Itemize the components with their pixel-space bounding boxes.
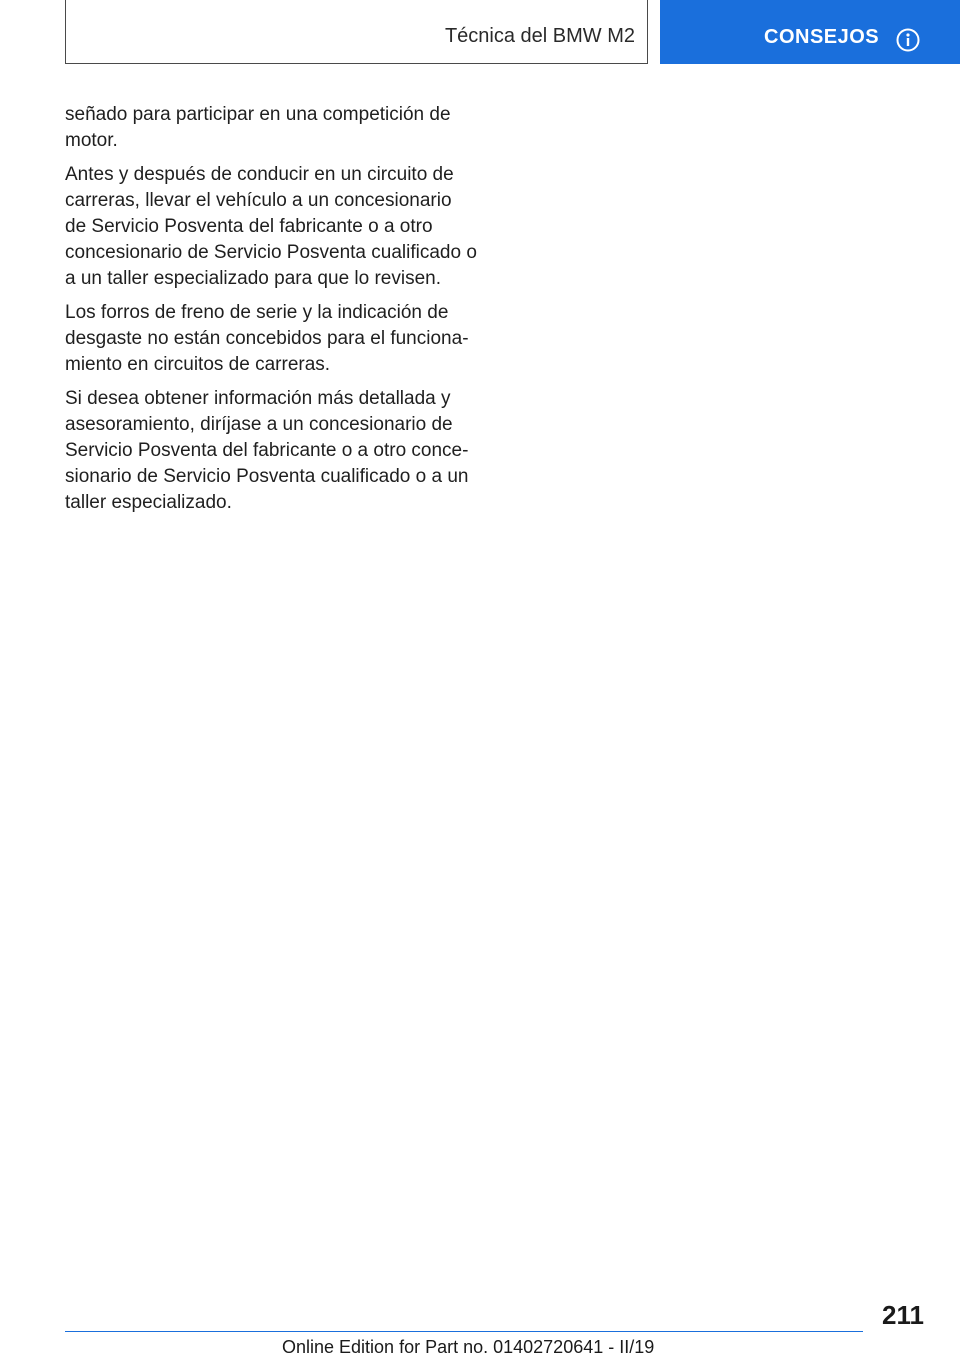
- footer-divider: [65, 1331, 863, 1332]
- body-text: [65, 102, 477, 524]
- paragraph: Si desea obtener información más detallada y asesoramiento, diríjase a un concesionario de Servicio Posventa del fabricante o a otro concesionario de Servicio Posventa cualificado o a un taller especializado.: [65, 388, 469, 513]
- page-number: 211: [882, 1300, 924, 1330]
- header-chapter-label: CONSEJOS: [764, 25, 880, 48]
- header-section-title: Técnica del BMW M2: [444, 25, 635, 47]
- info-icon: [896, 28, 920, 52]
- paragraph: Los forros de freno de serie y la indicación de desgaste no están concebidos para el funcionamiento en circuitos de carreras.: [65, 302, 469, 375]
- header-section-title-box: [65, 0, 648, 64]
- footer-edition: Online Edition for Part no. 01402720641 - II/19: [282, 1337, 655, 1357]
- paragraph: Antes y después de conducir en un circuito de carreras, llevar el vehículo a un concesionario de Servicio Posventa del fabricante o a otro concesionario de Servicio Posventa cualificado o a un taller especializado para que lo revisen.: [65, 164, 477, 289]
- header-chapter-tab[interactable]: [660, 0, 960, 64]
- paragraph: señado para participar en una competición de motor.: [65, 104, 451, 151]
